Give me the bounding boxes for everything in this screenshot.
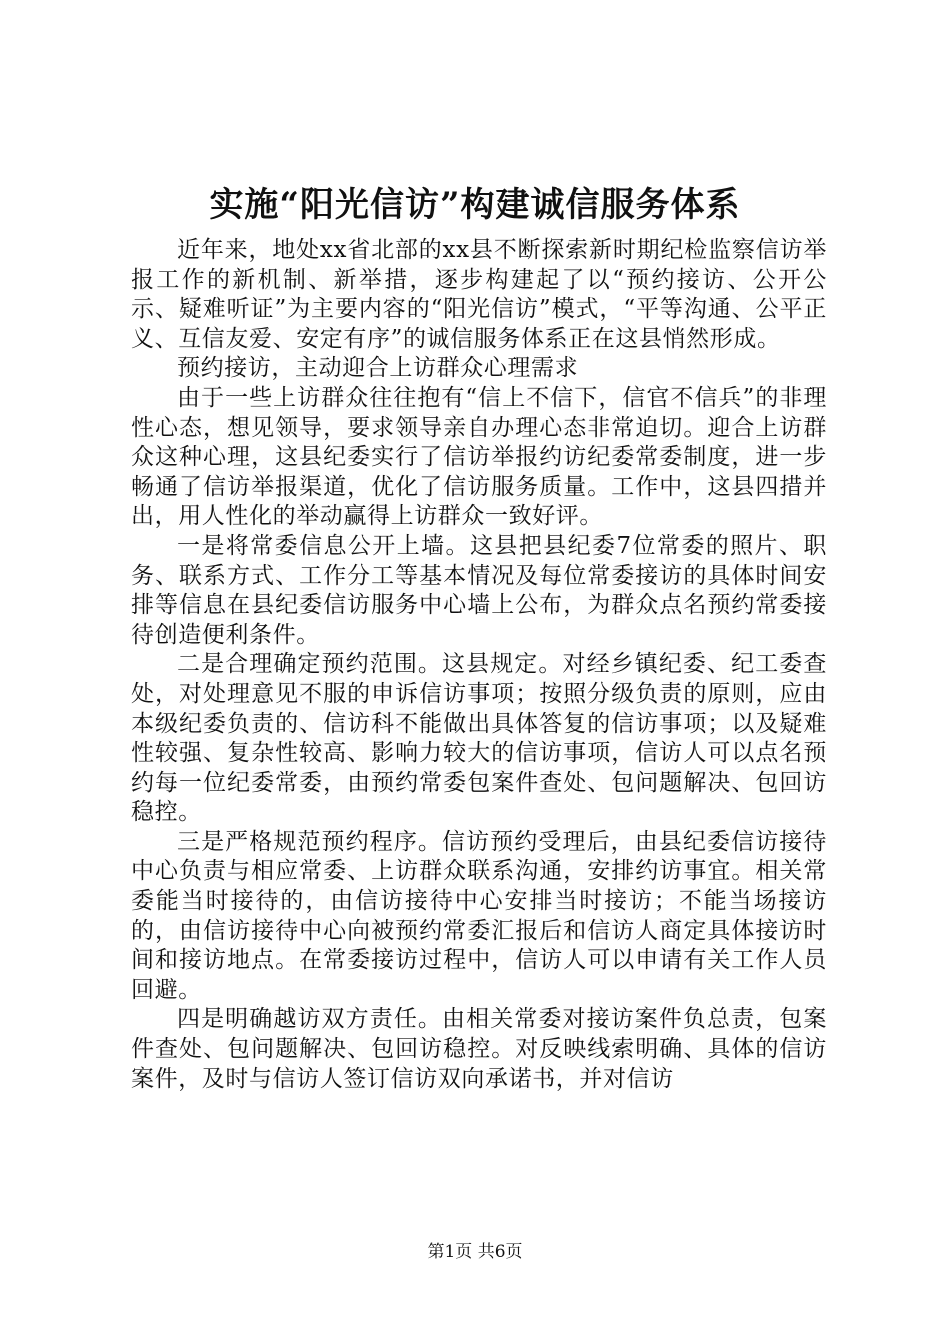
document-title: 实施“阳光信访”构建诚信服务体系 (209, 185, 741, 225)
document-body (131, 236, 827, 1094)
paragraph-intro: 近年来，地处xx省北部的xx县不断探索新时期纪检监察信访举报工作的新机制、新举措，逐步构建起了以“预约接访、公开公示、疑难听证”为主要内容的“阳光信访”模式，“平等沟通、公平正义、互信友爱、安定有序”的诚信服务体系正在这县悄然形成。 (131, 237, 827, 352)
paragraph-background: 由于一些上访群众往往抱有“信上不信下，信官不信兵”的非理性心态，想见领导，要求领导亲自办理心态非常迫切。迎合上访群众这种心理，这县纪委实行了信访举报约访纪委常委制度，进一步畅通了信访举报渠道，优化了信访服务质量。工作中，这县四措并出，用人性化的举动赢得上访群众一致好评。 (131, 384, 827, 530)
page-footer: 第1页 共6页 (427, 1242, 523, 1262)
paragraph-measure-one: 一是将常委信息公开上墙。这县把县纪委7位常委的照片、职务、联系方式、工作分工等基本情况及每位常委接访的具体时间安排等信息在县纪委信访服务中心墙上公布，为群众点名预约常委接待创造便利条件。 (131, 532, 827, 648)
paragraph-measure-two: 二是合理确定预约范围。这县规定。对经乡镇纪委、纪工委查处，对处理意见不服的申诉信访事项；按照分级负责的原则，应由本级纪委负责的、信访科不能做出具体答复的信访事项；以及疑难性较强、复杂性较高、影响力较大的信访事项，信访人可以点名预约每一位纪委常委，由预约常委包案件查处、包问题解决、包回访稳控。 (131, 651, 827, 826)
section-heading: 预约接访，主动迎合上访群众心理需求 (177, 355, 579, 382)
paragraph-measure-three: 三是严格规范预约程序。信访预约受理后，由县纪委信访接待中心负责与相应常委、上访群众联系沟通，安排约访事宜。相关常委能当时接待的，由信访接待中心安排当时接访；不能当场接访的，由信访接待中心向被预约常委汇报后和信访人商定具体接访时间和接访地点。在常委接访过程中，信访人可以申请有关工作人员回避。 (131, 828, 827, 1003)
paragraph-measure-four: 四是明确越访双方责任。由相关常委对接访案件负总责，包案件查处、包问题解决、包回访稳控。对反映线索明确、具体的信访案件，及时与信访人签订信访双向承诺书，并对信访 (131, 1006, 827, 1092)
